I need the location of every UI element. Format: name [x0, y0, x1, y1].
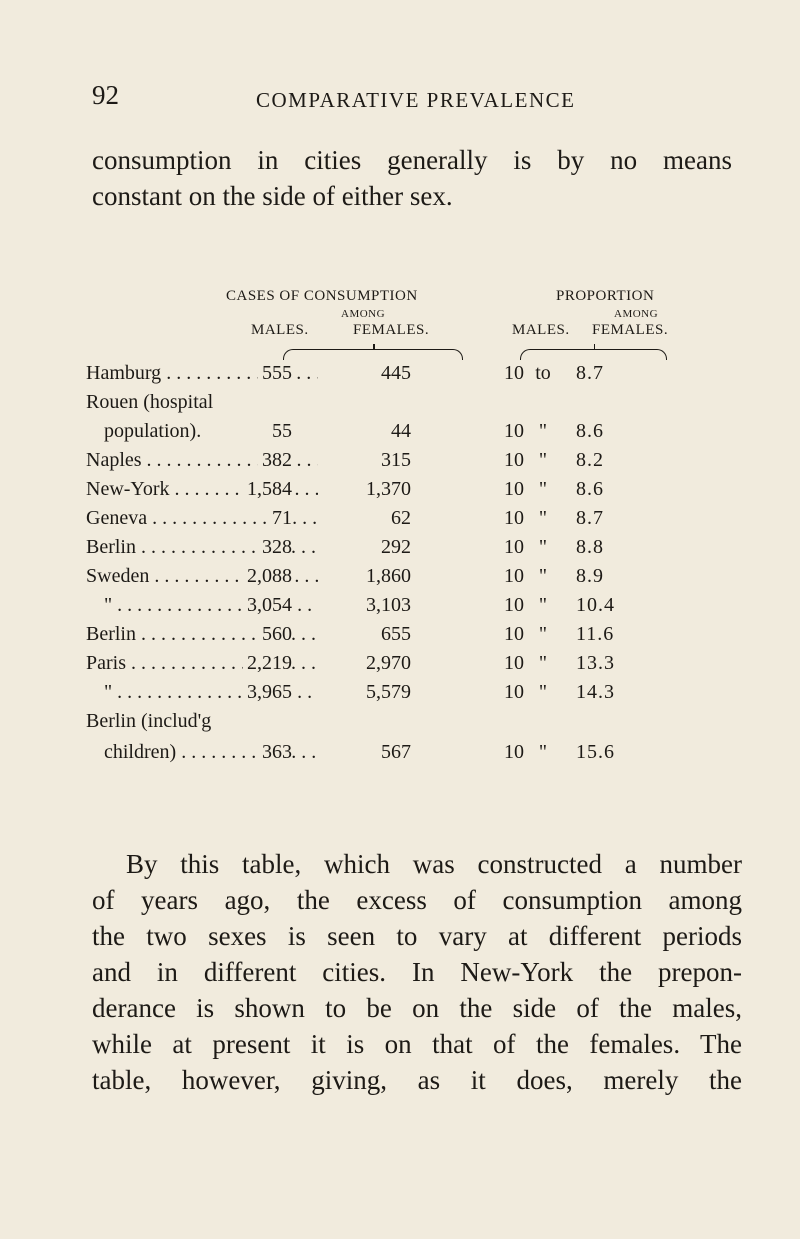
- body-line: of years ago, the excess of consumption among: [92, 885, 742, 915]
- table-row: [86, 507, 736, 536]
- body-line: derance is shown to be on the side of the males,: [92, 993, 742, 1023]
- city-name: Geneva . . .: [86, 507, 318, 530]
- body-line: while at present it is on that of the females. The: [92, 1029, 742, 1059]
- cases-bracket: [283, 349, 463, 360]
- header-cases-among: AMONG: [341, 308, 386, 320]
- header-cases: CASES OF CONSUMPTION: [226, 288, 418, 304]
- city-name: Rouen (hospital: [86, 391, 214, 413]
- females-count: 2,970: [366, 652, 411, 674]
- proportion-males: 10 ": [504, 478, 548, 500]
- city-name-continued: population).: [104, 420, 202, 442]
- table-row: [86, 710, 736, 739]
- table-row: [86, 420, 736, 449]
- males-count: 560: [258, 623, 292, 646]
- females-count: 62: [391, 507, 411, 529]
- proportion-females: 8.6: [576, 478, 604, 500]
- running-head: COMPARATIVE PREVALENCE: [256, 88, 576, 112]
- city-ditto: " . . .: [104, 594, 318, 617]
- males-count: 71: [268, 507, 292, 530]
- females-count: 1,370: [366, 478, 411, 500]
- proportion-females: 10.4: [576, 594, 615, 616]
- body-line: and in different cities. In New-York the prepon-: [92, 957, 742, 987]
- city-name: Berlin (includ'g: [86, 710, 212, 732]
- table-row: [86, 594, 736, 623]
- table-row: [86, 449, 736, 478]
- proportion-males: 10 ": [504, 565, 548, 587]
- males-count: 555: [258, 362, 292, 385]
- males-count: 55: [268, 420, 292, 443]
- city-name: Sweden . . .: [86, 565, 318, 588]
- column-proportion-females: FEMALES.: [592, 322, 669, 338]
- proportion-males: 10 ": [504, 594, 548, 616]
- females-count: 1,860: [366, 565, 411, 587]
- proportion-males: 10 ": [504, 623, 548, 645]
- city-name: Berlin . . .: [86, 623, 318, 646]
- city-name-continued: children) . . .: [104, 741, 318, 764]
- proportion-females: 15.6: [576, 741, 615, 763]
- column-females: FEMALES.: [353, 322, 430, 338]
- females-count: 315: [381, 449, 411, 471]
- table-row: [86, 623, 736, 652]
- proportion-females: 14.3: [576, 681, 615, 703]
- table-row: [86, 652, 736, 681]
- proportion-females: 8.2: [576, 449, 604, 471]
- column-proportion-males: MALES.: [512, 322, 570, 338]
- table-row: [86, 362, 736, 391]
- males-count: 3,965: [243, 681, 292, 704]
- males-count: 2,088: [243, 565, 292, 588]
- males-count: 3,054: [243, 594, 292, 617]
- males-count: 382: [258, 449, 292, 472]
- body-line: table, however, giving, as it does, merely the: [92, 1065, 742, 1095]
- proportion-females: 8.7: [576, 507, 604, 529]
- table-row: [86, 681, 736, 710]
- proportion-females: 8.7: [576, 362, 604, 384]
- page-number: 92: [92, 80, 119, 110]
- table-row: [86, 391, 736, 420]
- females-count: 3,103: [366, 594, 411, 616]
- females-count: 655: [381, 623, 411, 645]
- proportion-males: 10 ": [504, 681, 548, 703]
- city-name: Berlin . . .: [86, 536, 318, 559]
- proportion-females: 8.9: [576, 565, 604, 587]
- proportion-males: 10 ": [504, 420, 548, 442]
- intro-paragraph: [92, 142, 732, 214]
- city-name: Naples . . .: [86, 449, 318, 472]
- header-proportion-among: AMONG: [614, 308, 659, 320]
- proportion-females: 13.3: [576, 652, 615, 674]
- city-name: Hamburg . . .: [86, 362, 318, 385]
- males-count: 2,219: [243, 652, 292, 675]
- table-row: [86, 741, 736, 770]
- females-count: 445: [381, 362, 411, 384]
- table-row: [86, 565, 736, 594]
- proportion-females: 8.8: [576, 536, 604, 558]
- body-line: the two sexes is seen to vary at different periods: [92, 921, 742, 951]
- females-count: 292: [381, 536, 411, 558]
- header-proportion: PROPORTION: [556, 288, 655, 304]
- column-males: MALES.: [251, 322, 309, 338]
- table-row: [86, 478, 736, 507]
- table-row: [86, 536, 736, 565]
- females-count: 567: [381, 741, 411, 763]
- males-count: 363: [258, 741, 292, 764]
- city-name: New-York . . .: [86, 478, 318, 501]
- body-paragraph: [92, 846, 742, 1098]
- proportion-males: 10 ": [504, 449, 548, 471]
- proportion-bracket: [520, 349, 667, 360]
- proportion-females: 11.6: [576, 623, 615, 645]
- intro-line: consumption in cities generally is by no means: [92, 145, 732, 175]
- proportion-males: 10 ": [504, 652, 548, 674]
- females-count: 5,579: [366, 681, 411, 703]
- males-count: 1,584: [243, 478, 292, 501]
- proportion-males: 10 ": [504, 507, 548, 529]
- body-line: By this table, which was constructed a number: [126, 849, 742, 879]
- females-count: 44: [391, 420, 411, 442]
- proportion-males: 10 to: [504, 362, 551, 384]
- proportion-males: 10 ": [504, 536, 548, 558]
- proportion-males: 10 ": [504, 741, 548, 763]
- city-ditto: " . . .: [104, 681, 318, 704]
- city-name: Paris . . .: [86, 652, 318, 675]
- intro-line: constant on the side of either sex.: [92, 181, 453, 211]
- proportion-females: 8.6: [576, 420, 604, 442]
- males-count: 328: [258, 536, 292, 559]
